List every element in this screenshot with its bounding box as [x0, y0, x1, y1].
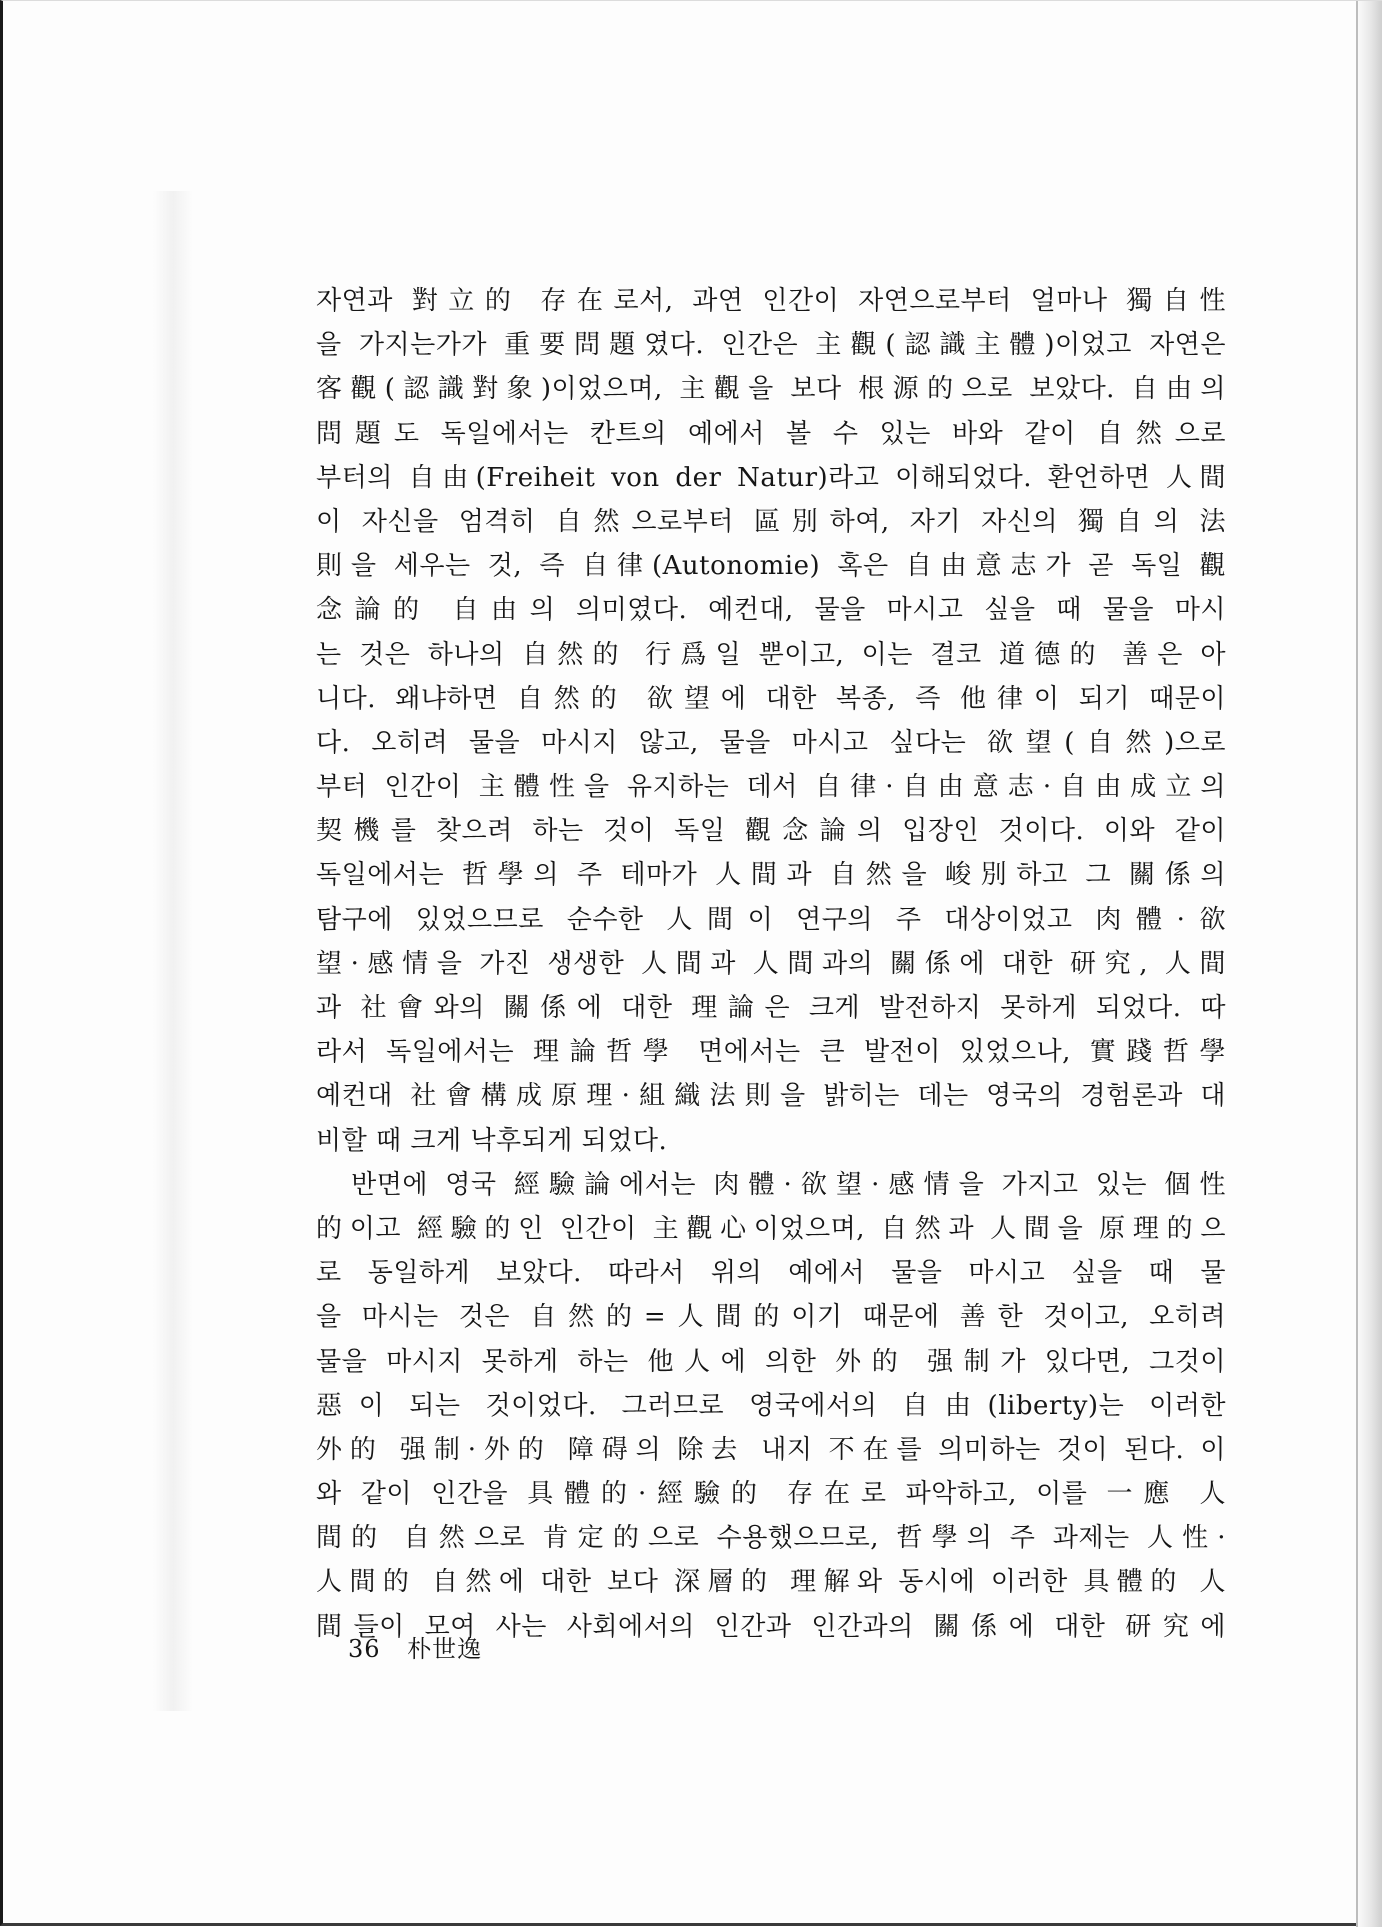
text-line: 契機를 찾으려 하는 것이 독일 觀念論의 입장인 것이다. 이와 같이 [316, 816, 1226, 847]
page-edge-shadow [1358, 1, 1382, 1927]
text-line: 人間的 自然에 대한 보다 深層的 理解와 동시에 이러한 具體的 人 [316, 1567, 1226, 1598]
text-line: 반면에 영국 經驗論에서는 肉體·欲望·感情을 가지고 있는 個性 [316, 1169, 1226, 1200]
text-line: 이 자신을 엄격히 自然으로부터 區別하여, 자기 자신의 獨自의 法 [316, 506, 1226, 537]
paragraph [316, 1163, 1226, 1649]
text-line: 물을 마시지 못하게 하는 他人에 의한 外的 强制가 있다면, 그것이 [316, 1346, 1226, 1377]
text-line: 間的 自然으로 肯定的으로 수용했으므로, 哲學의 주 과제는 人性· [316, 1523, 1226, 1554]
text-line: 자연과 對立的 存在로서, 과연 인간이 자연으로부터 얼마나 獨自性 [316, 286, 1226, 316]
text-line: 예컨대 社會構成原理·組織法則을 밝히는 데는 영국의 경험론과 대 [316, 1081, 1226, 1112]
page-number: 36 [348, 1635, 381, 1663]
text-line: 則을 세우는 것, 즉 自律(Autonomie) 혹은 自由意志가 곧 독일 觀 [316, 551, 1226, 582]
text-line: 望·感情을 가진 생생한 人間과 人間과의 關係에 대한 研究, 人間 [316, 948, 1226, 979]
text-line: 라서 독일에서는 理論哲學 면에서는 큰 발전이 있었으나, 實踐哲學 [316, 1037, 1226, 1068]
text-line: 니다. 왜냐하면 自然的 欲望에 대한 복종, 즉 他律이 되기 때문이 [316, 683, 1226, 714]
text-line: 을 가지는가가 重要問題였다. 인간은 主觀(認識主體)이었고 자연은 [316, 330, 1226, 361]
text-line: 비할 때 크게 낙후되게 되었다. [316, 1125, 668, 1156]
text-line: 間들이 모여 사는 사회에서의 인간과 인간과의 關係에 대한 研究에 [316, 1611, 1226, 1642]
text-line: 는 것은 하나의 自然的 行爲일 뿐이고, 이는 결코 道德的 善은 아 [316, 639, 1226, 670]
text-line: 부터 인간이 主體性을 유지하는 데서 自律·自由意志·自由成立의 [316, 772, 1226, 803]
text-line: 와 같이 인간을 具體的·經驗的 存在로 파악하고, 이를 一應 人 [316, 1479, 1226, 1510]
text-line: 的이고 經驗的인 인간이 主觀心이었으며, 自然과 人間을 原理的으 [316, 1213, 1226, 1244]
text-line: 外的 强制·外的 障碍의 除去 내지 不在를 의미하는 것이 된다. 이 [316, 1434, 1226, 1465]
text-line: 問題도 독일에서는 칸트의 예에서 볼 수 있는 바와 같이 自然으로 [316, 418, 1226, 449]
text-line: 念論的 自由의 의미였다. 예컨대, 물을 마시고 싶을 때 물을 마시 [316, 595, 1226, 626]
text-line: 부터의 自由(Freiheit von der Natur)라고 이해되었다. 환언하면 人間 [316, 462, 1226, 493]
paragraph [316, 279, 1226, 1163]
text-line: 을 마시는 것은 自然的=人間的이기 때문에 善한 것이고, 오히려 [316, 1302, 1226, 1333]
page-footer [348, 1629, 482, 1664]
text-line: 탐구에 있었으므로 순수한 人間이 연구의 주 대상이었고 肉體·欲 [316, 904, 1226, 935]
body-text [316, 279, 1226, 1649]
text-line: 客觀(認識對象)이었으며, 主觀을 보다 根源的으로 보았다. 自由의 [316, 374, 1226, 405]
author-name: 朴世逸 [407, 1635, 483, 1663]
text-line: 로 동일하게 보았다. 따라서 위의 예에서 물을 마시고 싶을 때 물 [316, 1258, 1226, 1289]
text-line: 과 社會와의 關係에 대한 理論은 크게 발전하지 못하게 되었다. 따 [316, 993, 1226, 1023]
text-line: 惡이 되는 것이었다. 그러므로 영국에서의 自由(liberty)는 이러한 [316, 1390, 1226, 1421]
text-line: 독일에서는 哲學의 주 테마가 人間과 自然을 峻別하고 그 關係의 [316, 860, 1226, 891]
scan-smudge [153, 191, 193, 1711]
text-line: 다. 오히려 물을 마시지 않고, 물을 마시고 싶다는 欲望(自然)으로 [316, 727, 1226, 758]
